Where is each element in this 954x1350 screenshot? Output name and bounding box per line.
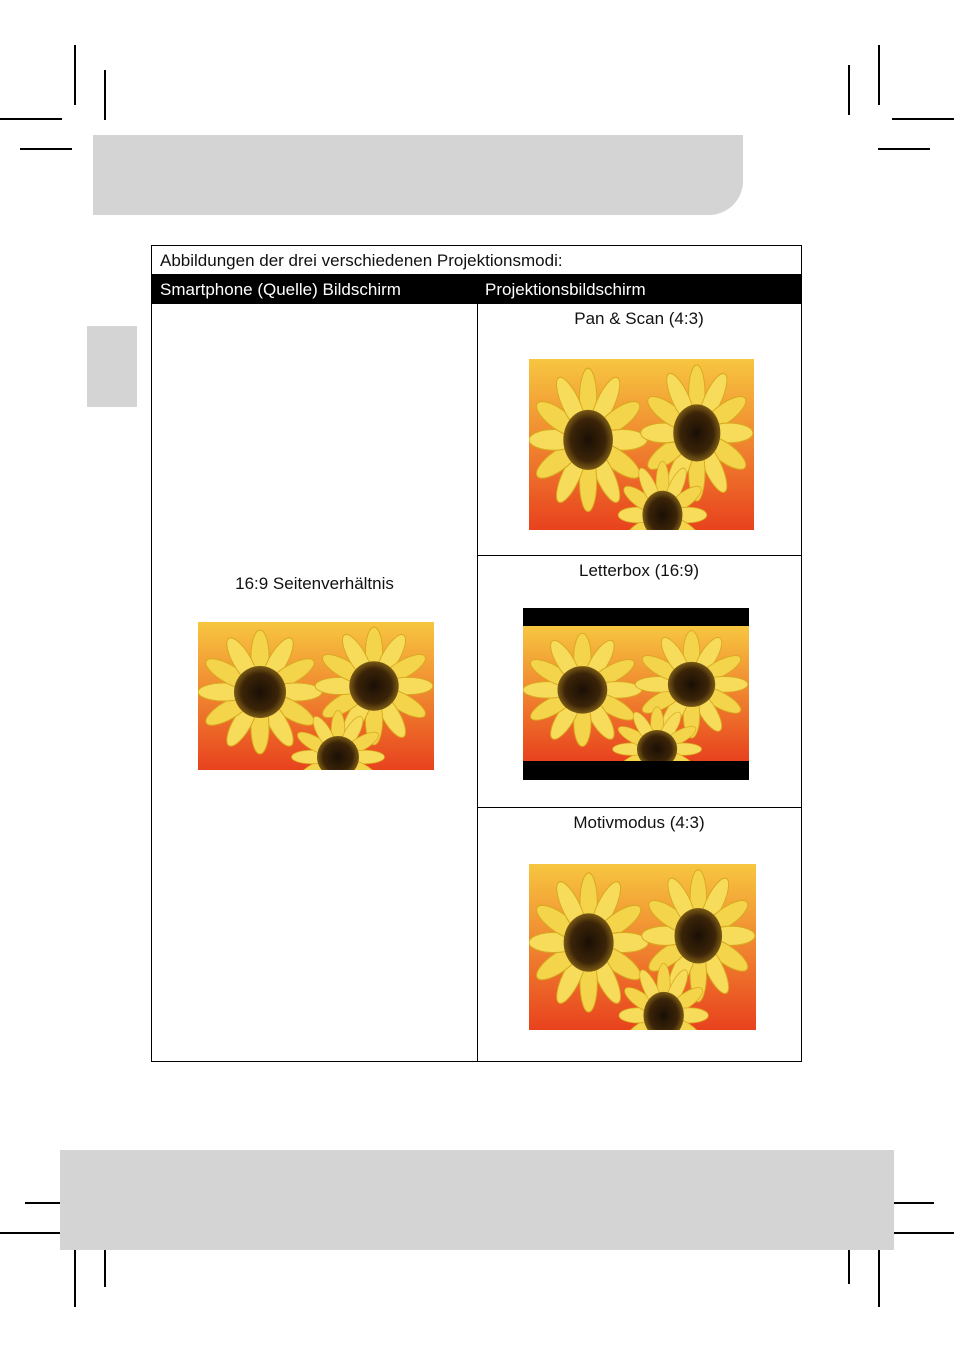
- chapter-side-tab: [87, 326, 137, 407]
- sunflower-photo-icon: [529, 359, 754, 530]
- crop-mark: [0, 118, 62, 120]
- mode-label: Motivmodus (4:3): [573, 813, 705, 832]
- mode-cell-letterbox: [477, 556, 801, 808]
- table-header-row: [152, 275, 801, 304]
- mode-cell-motiv: [477, 808, 801, 1060]
- crop-mark: [878, 1245, 880, 1307]
- sunflower-photo-letterbox-icon: [523, 608, 749, 780]
- header-projection: Projektionsbildschirm: [485, 280, 646, 299]
- mode-label: Letterbox (16:9): [578, 561, 699, 580]
- projection-column: [477, 304, 801, 1061]
- crop-mark: [104, 70, 106, 120]
- projection-modes-table: [151, 245, 802, 1062]
- crop-mark: [0, 1232, 62, 1234]
- header-source: Smartphone (Quelle) Bildschirm: [160, 280, 401, 299]
- crop-mark: [878, 148, 930, 150]
- crop-mark: [848, 65, 850, 115]
- sunflower-photo-icon: [198, 622, 434, 770]
- mode-cell-pan-scan: [477, 304, 801, 556]
- source-label: 16:9 Seitenverhältnis: [235, 574, 394, 593]
- crop-mark: [20, 148, 72, 150]
- crop-mark: [74, 45, 76, 105]
- mode-label: Pan & Scan (4:3): [574, 309, 704, 328]
- source-cell: [152, 304, 478, 1061]
- crop-mark: [74, 1245, 76, 1307]
- crop-mark: [892, 118, 954, 120]
- table-caption: Abbildungen der drei verschiedenen Projektionsmodi:: [152, 246, 801, 275]
- footer-band: [60, 1150, 894, 1250]
- sunflower-photo-icon: [529, 864, 756, 1030]
- crop-mark: [892, 1232, 954, 1234]
- crop-mark: [878, 45, 880, 105]
- header-band: [93, 135, 743, 215]
